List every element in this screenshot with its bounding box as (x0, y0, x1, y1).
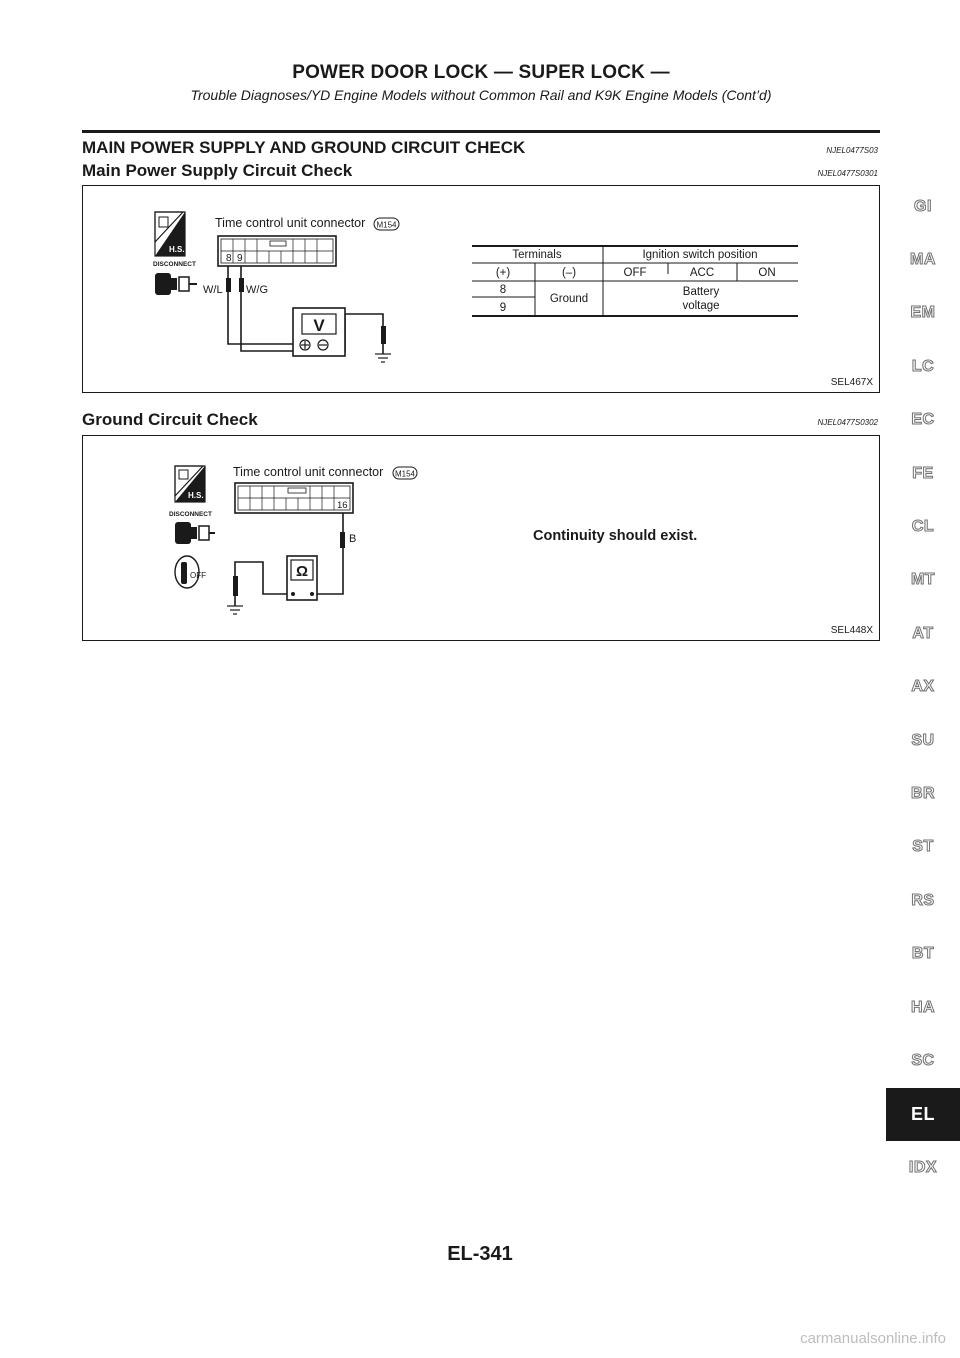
ohmmeter-symbol: Ω (295, 563, 309, 580)
ignition-off-icon (175, 556, 206, 588)
hs-icon (155, 212, 185, 256)
tab-ec[interactable]: EC (911, 411, 935, 429)
header-divider (82, 130, 880, 133)
ground-symbol (375, 354, 391, 362)
connector-label: Time control unit connector (215, 216, 366, 230)
tab-em[interactable]: EM (910, 304, 936, 322)
connector-block (235, 483, 353, 513)
wire-label-b: B (349, 533, 357, 545)
tab-br[interactable]: BR (910, 784, 936, 802)
tab-ma[interactable]: MA (910, 251, 936, 269)
tab-fe[interactable]: FE (912, 464, 934, 482)
page-number: EL-341 (447, 1243, 513, 1265)
table-col-plus: (+) (495, 267, 511, 279)
power-check-diagram (83, 186, 879, 392)
page-header (82, 62, 880, 104)
power-check-figure (82, 185, 880, 393)
tab-sc[interactable]: SC (911, 1051, 935, 1069)
tab-ha[interactable]: HA (910, 998, 936, 1016)
power-check-figure-code: SEL467X (830, 377, 873, 388)
disconnect-label: DISCONNECT (169, 511, 212, 518)
table-header-terminals: Terminals (512, 249, 562, 261)
pin-9-label: 9 (237, 253, 243, 264)
tab-bt[interactable]: BT (911, 945, 935, 963)
table-col-acc: ACC (689, 267, 715, 279)
tab-st[interactable]: ST (912, 838, 934, 856)
table-result-line1: Battery (682, 286, 720, 298)
table-row-9-plus: 9 (499, 302, 507, 314)
table-minus-ground: Ground (549, 293, 589, 305)
power-check-ref-code: NJEL0477S0301 (817, 169, 878, 178)
disconnect-icon (175, 522, 215, 544)
connector-label: Time control unit connector (233, 465, 384, 479)
section-tab-list (886, 180, 960, 1194)
table-header-ignition: Ignition switch position (642, 249, 758, 261)
disconnect-label: DISCONNECT (153, 261, 196, 268)
pin-16-label: 16 (337, 500, 348, 511)
table-col-minus: (–) (561, 267, 577, 279)
hs-label: H.S. (169, 245, 185, 254)
probe-tip-plus (226, 278, 231, 292)
probe-tip-minus (239, 278, 244, 292)
section-heading: MAIN POWER SUPPLY AND GROUND CIRCUIT CHECK (82, 138, 526, 157)
ohmmeter (287, 556, 317, 600)
ground-check-figure-code: SEL448X (830, 625, 873, 636)
page-title: POWER DOOR LOCK — SUPER LOCK — (292, 62, 670, 83)
connector-id: M154 (376, 220, 397, 230)
tab-gi[interactable]: GI (914, 197, 932, 215)
tab-lc[interactable]: LC (911, 357, 935, 375)
ground-probe-tip (233, 576, 238, 596)
wire-label-wl: W/L (203, 284, 223, 296)
connector-block (218, 236, 336, 266)
tab-ax[interactable]: AX (911, 678, 935, 696)
ground-probe-tip (381, 326, 386, 344)
tab-su[interactable]: SU (911, 731, 935, 749)
tab-idx[interactable]: IDX (908, 1158, 938, 1176)
tab-el[interactable]: EL (886, 1088, 960, 1141)
off-label: OFF (190, 571, 206, 580)
continuity-note: Continuity should exist. (533, 528, 698, 544)
watermark: carmanualsonline.info (800, 1330, 946, 1347)
disconnect-icon (155, 273, 197, 295)
ground-check-figure (82, 435, 880, 641)
table-col-on: ON (758, 267, 776, 279)
tab-at[interactable]: AT (912, 624, 934, 642)
voltmeter-symbol: V (313, 316, 325, 335)
pin-8-label: 8 (226, 253, 232, 264)
tab-rs[interactable]: RS (911, 891, 935, 909)
hs-label: H.S. (188, 491, 204, 500)
table-result-line2: voltage (682, 300, 720, 312)
tab-cl[interactable]: CL (911, 518, 935, 536)
table-col-off: OFF (623, 267, 647, 279)
ground-check-heading: Ground Circuit Check (82, 410, 258, 429)
hs-icon (175, 466, 205, 502)
power-check-heading: Main Power Supply Circuit Check (82, 161, 353, 180)
wire-label-wg: W/G (246, 284, 268, 296)
tab-mt[interactable]: MT (910, 571, 936, 589)
probe-tip-connector (340, 532, 345, 548)
ground-check-ref-code: NJEL0477S0302 (817, 418, 878, 427)
voltmeter (293, 308, 345, 356)
table-row-8-plus: 8 (499, 284, 507, 296)
section-ref-code: NJEL0477S03 (826, 146, 878, 155)
page-subtitle: Trouble Diagnoses/YD Engine Models without Common Rail and K9K Engine Models (Cont’d) (190, 87, 772, 103)
ground-symbol (227, 606, 243, 614)
connector-id: M154 (394, 469, 416, 479)
ground-check-diagram (83, 436, 879, 640)
